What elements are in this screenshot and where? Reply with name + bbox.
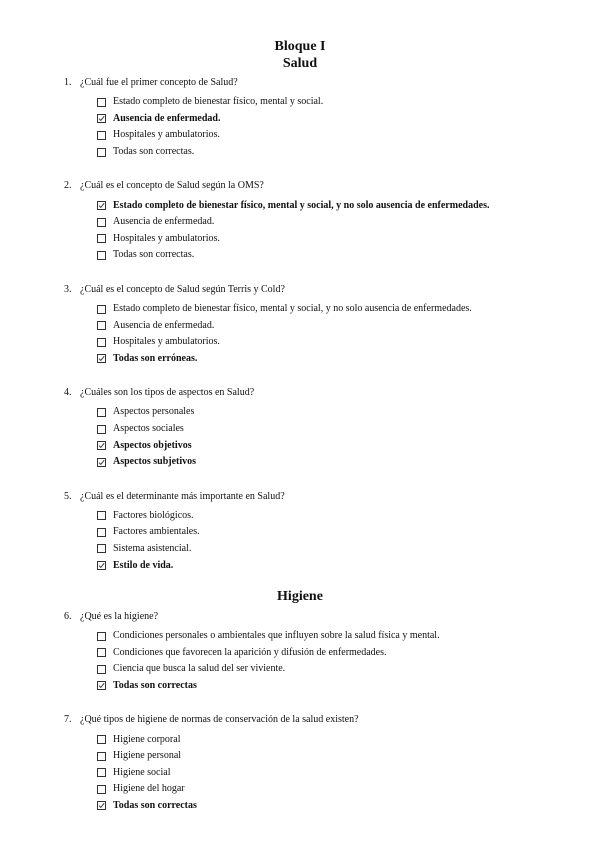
checkbox-checked[interactable] <box>97 561 106 570</box>
question-text: ¿Qué tipos de higiene de normas de conservación de la salud existen? <box>80 714 359 726</box>
options-list <box>97 301 600 367</box>
option-item[interactable] <box>97 301 600 318</box>
checkmark-icon <box>98 115 105 122</box>
question-5 <box>64 491 600 574</box>
spacer <box>0 367 600 387</box>
checkbox-unchecked[interactable] <box>97 131 106 140</box>
question-number: 3. <box>64 283 72 295</box>
question-4 <box>64 387 600 470</box>
option-text: Higiene personal <box>113 750 182 762</box>
option-item[interactable] <box>97 94 600 111</box>
checkbox-checked[interactable] <box>97 441 106 450</box>
option-text: Hospitales y ambulatorios. <box>113 336 220 348</box>
options-list <box>97 731 600 814</box>
option-text: Estilo de vida. <box>113 559 174 571</box>
option-text: Todas son correctas <box>113 679 197 691</box>
question-header <box>64 284 600 296</box>
option-text: Todas son erróneas. <box>113 352 198 364</box>
option-item[interactable] <box>97 404 600 421</box>
document-title: Bloque I <box>274 39 326 54</box>
spacer <box>0 264 600 284</box>
option-item[interactable] <box>97 317 600 334</box>
option-item[interactable] <box>97 798 600 815</box>
question-header <box>64 714 600 726</box>
option-text: Todas son correctas. <box>113 146 195 158</box>
question-number: 1. <box>64 77 72 88</box>
option-text: Ausencia de enfermedad. <box>113 319 215 331</box>
options-list <box>97 628 600 694</box>
checkbox-unchecked[interactable] <box>97 408 106 417</box>
checkbox-unchecked[interactable] <box>97 305 106 314</box>
question-header <box>64 491 600 503</box>
question-header <box>64 180 600 192</box>
option-item[interactable] <box>97 334 600 351</box>
checkmark-icon <box>98 562 105 569</box>
checkmark-icon <box>98 355 105 362</box>
question-number: 2. <box>64 180 72 192</box>
options-list <box>97 508 600 574</box>
checkmark-icon <box>98 442 105 449</box>
checkbox-unchecked[interactable] <box>97 665 106 674</box>
checkbox-unchecked[interactable] <box>97 648 106 657</box>
option-text: Aspectos objetivos <box>113 439 192 451</box>
section-title-higiene: Higiene <box>277 588 323 604</box>
option-item[interactable] <box>97 231 600 248</box>
option-text: Estado completo de bienestar físico, mental y social, y no solo ausencia de enfermedades. <box>113 303 472 315</box>
option-text: Hospitales y ambulatorios. <box>113 129 220 141</box>
section-title-salud: Salud <box>282 56 318 71</box>
checkbox-unchecked[interactable] <box>97 752 106 761</box>
question-number: 5. <box>64 490 72 502</box>
checkbox-unchecked[interactable] <box>97 338 106 347</box>
option-item[interactable] <box>97 421 600 438</box>
option-item[interactable] <box>97 127 600 144</box>
options-list <box>97 197 600 263</box>
option-item[interactable] <box>97 731 600 748</box>
question-text: ¿Cuál es el concepto de Salud según Terris y Cold? <box>80 283 285 295</box>
option-text: Factores ambientales. <box>113 526 200 538</box>
options-list <box>97 94 600 160</box>
option-text: Ciencia que busca la salud del ser viviente. <box>113 663 286 675</box>
checkmark-icon <box>98 202 105 209</box>
question-3 <box>64 284 600 367</box>
option-item[interactable] <box>97 764 600 781</box>
checkbox-checked[interactable] <box>97 201 106 210</box>
checkbox-checked[interactable] <box>97 354 106 363</box>
checkbox-unchecked[interactable] <box>97 148 106 157</box>
option-text: Aspectos sociales <box>113 423 184 435</box>
option-item[interactable] <box>97 644 600 661</box>
checkbox-unchecked[interactable] <box>97 528 106 537</box>
option-text: Higiene del hogar <box>113 783 185 795</box>
question-6 <box>64 611 600 694</box>
option-item[interactable] <box>97 111 600 128</box>
checkbox-unchecked[interactable] <box>97 735 106 744</box>
question-number: 7. <box>64 714 72 726</box>
questions-higiene <box>0 611 600 814</box>
checkbox-unchecked[interactable] <box>97 321 106 330</box>
checkbox-unchecked[interactable] <box>97 98 106 107</box>
option-text: Ausencia de enfermedad. <box>113 216 215 228</box>
option-text: Condiciones que favorecen la aparición y difusión de enfermedades. <box>113 646 387 658</box>
checkbox-unchecked[interactable] <box>97 251 106 260</box>
spacer <box>0 694 600 714</box>
checkmark-icon <box>98 802 105 809</box>
question-1 <box>64 77 600 160</box>
question-text: ¿Cuál es el concepto de Salud según la OMS? <box>80 180 264 192</box>
option-item[interactable] <box>97 214 600 231</box>
option-text: Higiene corporal <box>113 733 181 745</box>
question-text: ¿Cuál es el determinante más importante en Salud? <box>80 490 285 502</box>
checkbox-checked[interactable] <box>97 458 106 467</box>
checkmark-icon <box>98 459 105 466</box>
option-item[interactable] <box>97 748 600 765</box>
checkbox-unchecked[interactable] <box>97 511 106 520</box>
checkbox-unchecked[interactable] <box>97 425 106 434</box>
option-item[interactable] <box>97 541 600 558</box>
checkbox-unchecked[interactable] <box>97 632 106 641</box>
option-item[interactable] <box>97 781 600 798</box>
option-item[interactable] <box>97 247 600 264</box>
option-text: Hospitales y ambulatorios. <box>113 232 220 244</box>
checkmark-icon <box>98 682 105 689</box>
option-item[interactable] <box>97 454 600 471</box>
option-item[interactable] <box>97 661 600 678</box>
spacer <box>0 160 600 180</box>
option-item[interactable] <box>97 437 600 454</box>
option-text: Factores biológicos. <box>113 509 194 521</box>
option-item[interactable] <box>97 524 600 541</box>
option-text: Higiene social <box>113 766 171 778</box>
checkbox-unchecked[interactable] <box>97 544 106 553</box>
option-text: Todas son correctas <box>113 799 197 811</box>
checkbox-checked[interactable] <box>97 681 106 690</box>
question-number: 4. <box>64 387 72 399</box>
checkbox-unchecked[interactable] <box>97 218 106 227</box>
option-text: Condiciones personales o ambientales que influyen sobre la salud física y mental. <box>113 630 440 642</box>
option-item[interactable] <box>97 197 600 214</box>
question-header <box>64 387 600 399</box>
checkbox-unchecked[interactable] <box>97 768 106 777</box>
question-text: ¿Cuál fue el primer concepto de Salud? <box>80 77 238 88</box>
option-text: Sistema asistencial. <box>113 542 192 554</box>
option-item[interactable] <box>97 508 600 525</box>
options-list <box>97 404 600 470</box>
option-text: Estado completo de bienestar físico, mental y social. <box>113 96 324 108</box>
option-text: Estado completo de bienestar físico, mental y social, y no solo ausencia de enfermedades. <box>113 199 490 211</box>
option-text: Aspectos subjetivos <box>113 456 197 468</box>
option-item[interactable] <box>97 144 600 161</box>
option-text: Ausencia de enfermedad. <box>113 112 221 124</box>
questions-salud <box>0 77 600 574</box>
checkbox-unchecked[interactable] <box>97 234 106 243</box>
option-text: Todas son correctas. <box>113 249 195 261</box>
question-text: ¿Cuáles son los tipos de aspectos en Salud? <box>80 387 255 399</box>
checkbox-checked[interactable] <box>97 801 106 810</box>
spacer <box>0 471 600 491</box>
question-number: 6. <box>64 610 72 622</box>
option-text: Aspectos personales <box>113 406 195 418</box>
option-item[interactable] <box>97 628 600 645</box>
question-header <box>64 77 600 89</box>
checkbox-unchecked[interactable] <box>97 785 106 794</box>
question-header <box>64 611 600 623</box>
option-item[interactable] <box>97 557 600 574</box>
question-text: ¿Qué es la higiene? <box>80 610 159 622</box>
question-2 <box>64 180 600 263</box>
option-item[interactable] <box>97 351 600 368</box>
option-item[interactable] <box>97 678 600 695</box>
question-7 <box>64 714 600 814</box>
checkbox-checked[interactable] <box>97 114 106 123</box>
